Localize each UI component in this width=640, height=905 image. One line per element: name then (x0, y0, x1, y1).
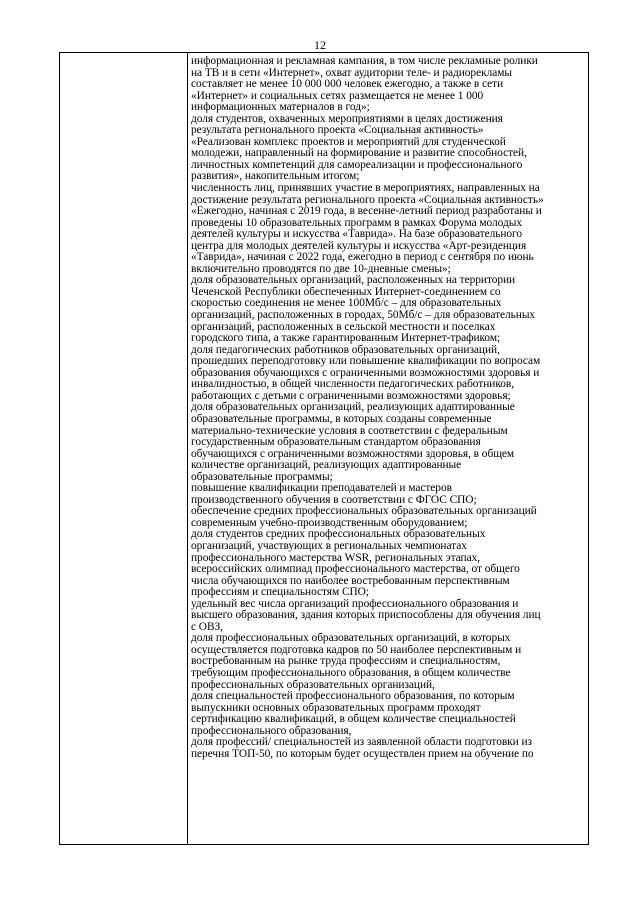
text-line: доля профессий/ специальностей из заявленной области подготовки из (191, 736, 532, 749)
text-line: организаций, расположенных в городах, 50Мб/с – для образовательных (191, 309, 536, 322)
text-line: информационная и рекламная кампания, в том числе рекламные ролики (191, 55, 538, 67)
text-line: образовательные программы; (191, 470, 333, 483)
text-line: перечня ТОП-50, по которым будет осуществлен прием на обучение по (191, 747, 534, 760)
text-line: профессиональных образовательных организаций, (191, 678, 435, 691)
text-line: достижение результата регионального проекта «Социальная активность» (191, 193, 544, 206)
text-line: «Реализован комплекс проектов и мероприятий для студенческой (191, 135, 506, 148)
text-line: количестве организаций, реализующих адаптированные (191, 459, 462, 472)
text-line: выпускники основных образовательных программ проходят (191, 701, 481, 714)
page-number: 12 (314, 38, 326, 52)
table-left-column (60, 53, 188, 844)
text-line: современным учебно-производственным оборудованием; (191, 516, 468, 529)
text-line: требующим профессионального образования, в общем количестве (191, 666, 511, 679)
text-line: организаций, участвующих в региональных чемпионатах (191, 539, 467, 552)
text-line: профессионального мастерства WSR, региональных этапах, (191, 551, 481, 564)
text-line: высшего образования, здания которых приспособлены для обучения лиц (191, 609, 541, 622)
text-line: с ОВЗ, (191, 620, 223, 633)
text-line: доля студентов, охваченных мероприятиями в целях достижения (191, 112, 503, 125)
text-line: «Интернет» и социальных сетях размещается не менее 1 000 (191, 89, 484, 102)
text-line: включительно проводятся по две 10-дневные смены»; (191, 262, 451, 275)
table-text-column (188, 53, 588, 844)
text-line: численность лиц, принявших участие в мероприятиях, направленных на (191, 182, 540, 195)
text-line: числа обучающихся по наиболее востребованным перспективным (191, 574, 510, 587)
text-line: всероссийских олимпиад профессионального мастерства, от общего (191, 563, 520, 576)
text-line: проведены 10 образовательных программ в рамках Форума молодых (191, 216, 522, 229)
text-line: осуществляется подготовка кадров по 50 наиболее перспективным и (191, 643, 522, 656)
text-line: городского типа, а также гарантированным Интернет-трафиком; (191, 332, 501, 345)
text-line: удельный вес числа организаций профессионального образования и (191, 597, 519, 610)
text-line: информационных материалов в год»; (191, 101, 370, 114)
text-line: на ТВ и в сети «Интернет», охват аудитории теле- и радиорекламы (191, 66, 512, 79)
text-line: развития», накопительным итогом; (191, 170, 360, 183)
text-line: личностных компетенций для самореализации и профессионального (191, 158, 523, 171)
text-line: организаций, расположенных в сельской местности и поселках (191, 320, 496, 333)
text-line: доля образовательных организаций, расположенных на территории (191, 274, 516, 287)
text-line: повышение квалификации преподавателей и мастеров (191, 482, 452, 495)
text-line: доля специальностей профессионального образования, по которым (191, 690, 515, 703)
text-line: сертификацию квалификаций, в общем количестве специальностей (191, 713, 516, 726)
text-line: производственного обучения в соответствии с ФГОС СПО; (191, 493, 477, 506)
text-line: составляет не менее 10 000 000 человек ежегодно, а также в сети (191, 78, 504, 91)
text-line: профессионального образования, (191, 724, 352, 737)
text-line: профессиям и специальностям СПО; (191, 586, 369, 599)
text-line: образовательные программы, в которых созданы современные (191, 412, 492, 425)
text-line: востребованным на рынке труда профессиям и специальностям, (191, 655, 501, 668)
text-line: доля студентов средних профессиональных образовательных (191, 528, 486, 541)
text-line: государственным образовательным стандартом образования (191, 436, 481, 449)
text-line: доля образовательных организаций, реализующих адаптированные (191, 401, 515, 414)
text-line: образования обучающихся с ограниченными возможностями здоровья и (191, 366, 540, 379)
text-line: скоростью соединения не менее 100Мб/с – для образовательных (191, 297, 502, 310)
text-line: прошедших переподготовку или повышение квалификации по вопросам (191, 355, 541, 368)
text-line: материально-технические условия в соответствии с федеральным (191, 424, 508, 437)
text-line: обучающихся с ограниченными возможностями здоровья, в общем (191, 447, 515, 460)
text-line: обеспечение средних профессиональных образовательных организаций (191, 505, 537, 518)
text-line: доля профессиональных образовательных организаций, в которых (191, 632, 511, 645)
document-table (59, 52, 589, 845)
text-line: результата регионального проекта «Социальная активность» (191, 124, 484, 137)
text-line: Чеченской Республики обеспеченных Интернет-соединением со (191, 285, 501, 298)
text-line: доля педагогических работников образовательных организаций, (191, 343, 500, 356)
text-line: «Таврида», начиная с 2022 года, ежегодно в период с сентября по июнь (191, 251, 534, 264)
text-line: работающих с детьми с ограниченными возможностями здоровья; (191, 389, 511, 402)
text-line: инвалидностью, в общей численности педагогических работников, (191, 378, 515, 391)
text-line: центра для молодых деятелей культуры и искусства «Арт-резиденция (191, 239, 527, 252)
text-line: деятелей культуры и искусства «Таврида». На базе образовательного (191, 228, 523, 241)
text-line: «Ежегодно, начиная с 2019 года, в весенне-летний период разработаны и (191, 205, 542, 218)
text-line: молодежи, направленный на формирование и развитие способностей, (191, 147, 527, 160)
